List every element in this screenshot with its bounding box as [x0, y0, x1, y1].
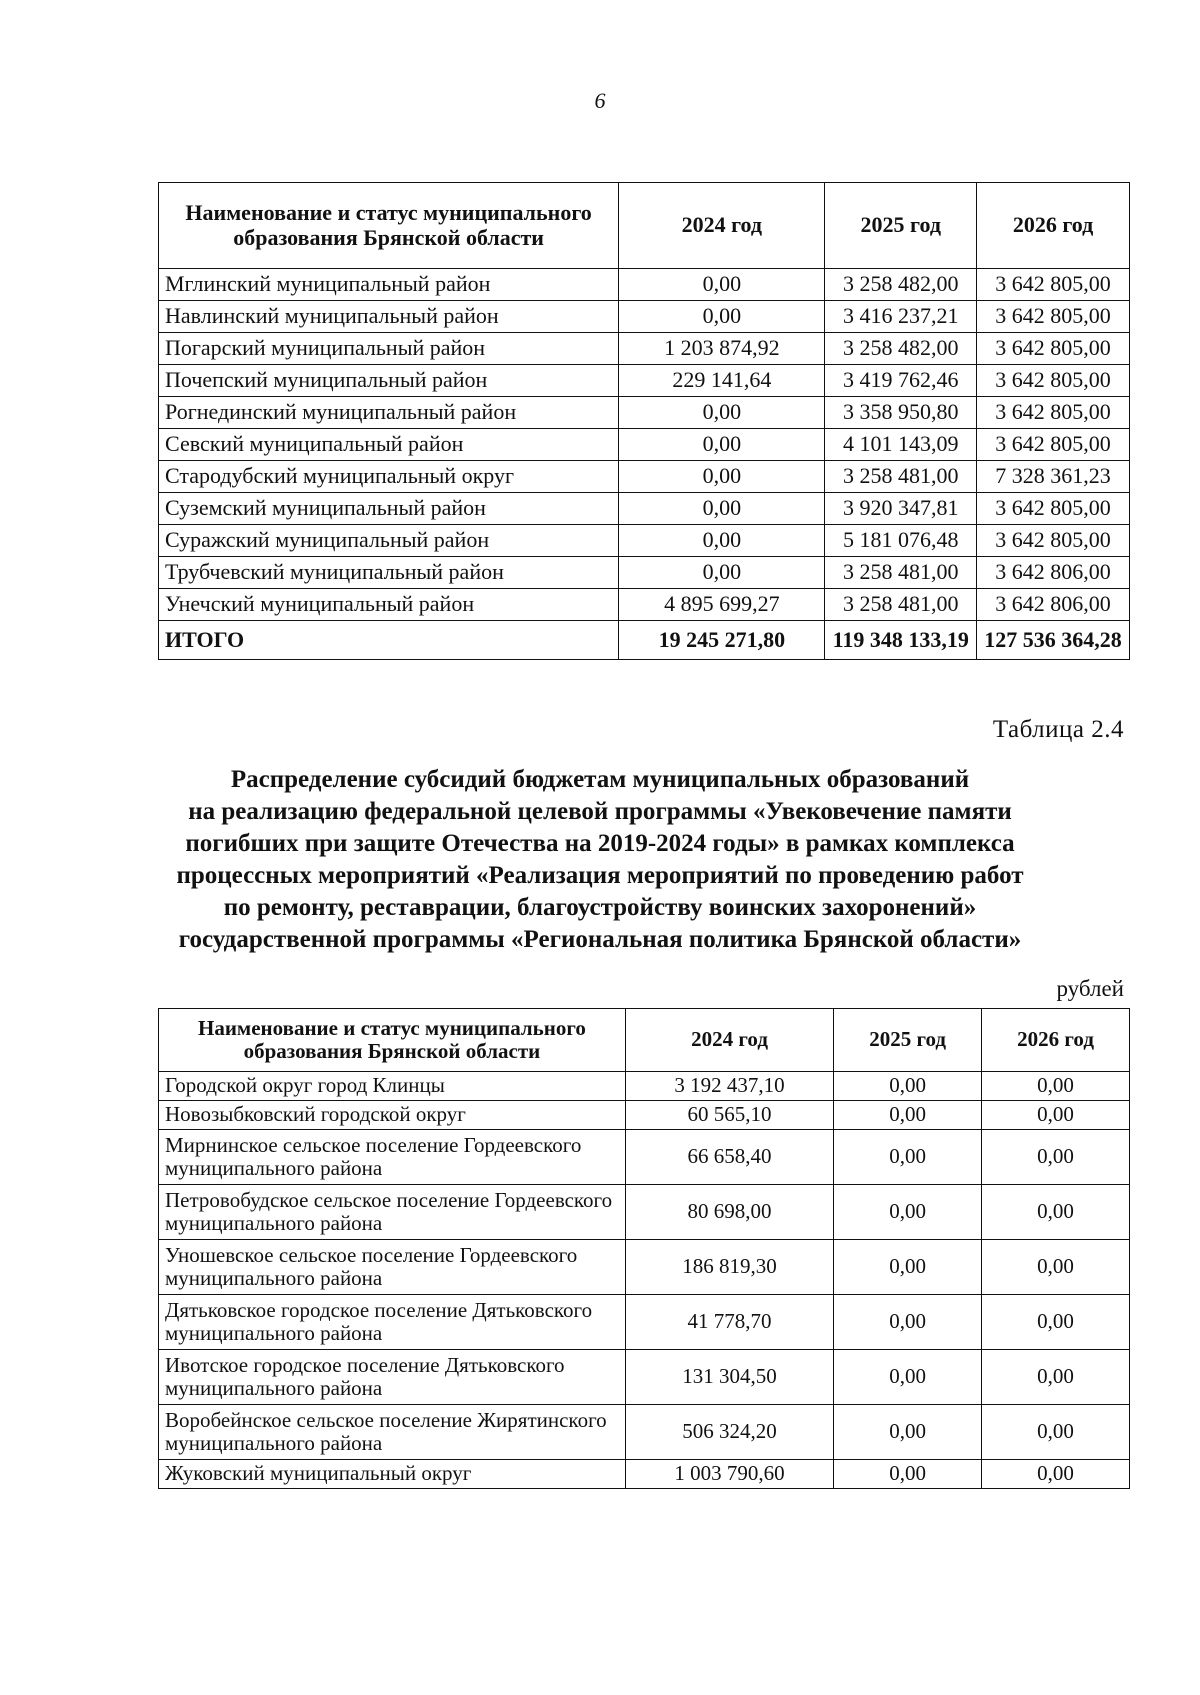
cell-2024: 229 141,64: [619, 365, 825, 397]
cell-2025: 3 258 481,00: [825, 557, 977, 589]
cell-2025: 0,00: [834, 1185, 982, 1240]
cell-2025: 3 416 237,21: [825, 301, 977, 333]
table-row: [159, 1240, 1130, 1295]
cell-2024: 80 698,00: [625, 1185, 833, 1240]
table-title: [120, 764, 1080, 956]
table-row: [159, 1130, 1130, 1185]
table-row: [159, 269, 1130, 301]
units-label: рублей: [1056, 976, 1124, 1001]
cell-2025: 0,00: [834, 1350, 982, 1405]
cell-2026: 127 536 364,28: [977, 621, 1130, 660]
cell-name: Унечский муниципальный район: [159, 589, 619, 621]
header-2025: 2025 год: [825, 183, 977, 269]
cell-2026: 3 642 805,00: [977, 429, 1130, 461]
cell-name: Городской округ город Клинцы: [159, 1072, 626, 1101]
cell-2026: 3 642 805,00: [977, 365, 1130, 397]
cell-2024: 0,00: [619, 525, 825, 557]
title-line: государственной программы «Региональная политика Брянской области»: [178, 926, 1022, 953]
cell-name: Ивотское городское поселение Дятьковского муниципального района: [159, 1350, 626, 1405]
cell-2025: 3 358 950,80: [825, 397, 977, 429]
table-memorial-subsidies: [158, 1008, 1130, 1489]
cell-2026: 0,00: [982, 1101, 1130, 1130]
table-row: [159, 365, 1130, 397]
cell-2024: 0,00: [619, 397, 825, 429]
cell-2024: 60 565,10: [625, 1101, 833, 1130]
cell-2025: 0,00: [834, 1295, 982, 1350]
cell-2025: 0,00: [834, 1405, 982, 1460]
cell-2025: 0,00: [834, 1101, 982, 1130]
cell-2026: 7 328 361,23: [977, 461, 1130, 493]
cell-2025: 0,00: [834, 1072, 982, 1101]
cell-name: Погарский муниципальный район: [159, 333, 619, 365]
cell-name: Рогнединский муниципальный район: [159, 397, 619, 429]
table-row: [159, 1101, 1130, 1130]
table-row: [159, 525, 1130, 557]
title-line: погибших при защите Отечества на 2019-2024 годы» в рамках комплекса: [185, 830, 1015, 857]
table-row: [159, 589, 1130, 621]
title-line: на реализацию федеральной целевой программы «Увековечение памяти: [188, 798, 1012, 825]
cell-2025: 3 258 482,00: [825, 269, 977, 301]
cell-2026: 0,00: [982, 1295, 1130, 1350]
table-row: [159, 397, 1130, 429]
cell-2025: 3 258 482,00: [825, 333, 977, 365]
cell-name: ИТОГО: [159, 621, 619, 660]
cell-name: Почепский муниципальный район: [159, 365, 619, 397]
cell-name: Суражский муниципальный район: [159, 525, 619, 557]
cell-name: Дятьковское городское поселение Дятьковского муниципального района: [159, 1295, 626, 1350]
cell-2026: 3 642 806,00: [977, 557, 1130, 589]
cell-2026: 0,00: [982, 1072, 1130, 1101]
table-row: [159, 493, 1130, 525]
cell-name: Мглинский муниципальный район: [159, 269, 619, 301]
table-row: [159, 429, 1130, 461]
header-2024: 2024 год: [625, 1009, 833, 1072]
cell-2026: 3 642 805,00: [977, 333, 1130, 365]
page-number: 6: [594, 88, 606, 113]
cell-name: Навлинский муниципальный район: [159, 301, 619, 333]
cell-2025: 3 258 481,00: [825, 461, 977, 493]
cell-2024: 19 245 271,80: [619, 621, 825, 660]
cell-2025: 119 348 133,19: [825, 621, 977, 660]
table-row: [159, 1405, 1130, 1460]
table-row: [159, 461, 1130, 493]
cell-2024: 66 658,40: [625, 1130, 833, 1185]
cell-2025: 0,00: [834, 1130, 982, 1185]
cell-2024: 0,00: [619, 269, 825, 301]
table-label: Таблица 2.4: [992, 716, 1124, 743]
cell-2025: 4 101 143,09: [825, 429, 977, 461]
cell-2024: 0,00: [619, 493, 825, 525]
cell-2024: 0,00: [619, 429, 825, 461]
cell-name: Севский муниципальный район: [159, 429, 619, 461]
cell-2024: 131 304,50: [625, 1350, 833, 1405]
cell-name: Жуковский муниципальный округ: [159, 1460, 626, 1489]
table-row: [159, 1185, 1130, 1240]
cell-2024: 41 778,70: [625, 1295, 833, 1350]
cell-2026: 0,00: [982, 1460, 1130, 1489]
cell-2025: 5 181 076,48: [825, 525, 977, 557]
table-header-row: [159, 1009, 1130, 1072]
table-row: [159, 301, 1130, 333]
cell-name: Мирнинское сельское поселение Гордеевского муниципального района: [159, 1130, 626, 1185]
table-row: [159, 1295, 1130, 1350]
cell-2024: 3 192 437,10: [625, 1072, 833, 1101]
cell-2026: 0,00: [982, 1185, 1130, 1240]
table-header-row: [159, 183, 1130, 269]
cell-2026: 3 642 805,00: [977, 525, 1130, 557]
cell-2025: 3 258 481,00: [825, 589, 977, 621]
cell-name: Стародубский муниципальный округ: [159, 461, 619, 493]
table-subsidies-continued: [158, 182, 1130, 660]
cell-2026: 0,00: [982, 1240, 1130, 1295]
title-line: процессных мероприятий «Реализация мероприятий по проведению работ: [176, 862, 1024, 889]
cell-2026: 3 642 805,00: [977, 301, 1130, 333]
cell-2026: 0,00: [982, 1130, 1130, 1185]
header-2026: 2026 год: [982, 1009, 1130, 1072]
cell-2024: 0,00: [619, 557, 825, 589]
cell-2026: 3 642 806,00: [977, 589, 1130, 621]
title-line: по ремонту, реставрации, благоустройству воинских захоронений»: [223, 894, 977, 921]
cell-name: Трубчевский муниципальный район: [159, 557, 619, 589]
header-2026: 2026 год: [977, 183, 1130, 269]
cell-2026: 0,00: [982, 1350, 1130, 1405]
table-row: [159, 333, 1130, 365]
cell-2024: 506 324,20: [625, 1405, 833, 1460]
cell-2024: 1 003 790,60: [625, 1460, 833, 1489]
table-row: [159, 557, 1130, 589]
cell-name: Суземский муниципальный район: [159, 493, 619, 525]
cell-2025: 3 419 762,46: [825, 365, 977, 397]
cell-2025: 0,00: [834, 1240, 982, 1295]
cell-name: Уношевское сельское поселение Гордеевского муниципального района: [159, 1240, 626, 1295]
cell-2024: 0,00: [619, 301, 825, 333]
cell-2025: 3 920 347,81: [825, 493, 977, 525]
title-line: Распределение субсидий бюджетам муниципальных образований: [230, 766, 970, 793]
cell-2026: 3 642 805,00: [977, 269, 1130, 301]
total-row: [159, 621, 1130, 660]
cell-name: Воробейнское сельское поселение Жирятинского муниципального района: [159, 1405, 626, 1460]
cell-2024: 186 819,30: [625, 1240, 833, 1295]
header-2025: 2025 год: [834, 1009, 982, 1072]
table-row: [159, 1460, 1130, 1489]
cell-2024: 4 895 699,27: [619, 589, 825, 621]
cell-2025: 0,00: [834, 1460, 982, 1489]
table-row: [159, 1350, 1130, 1405]
header-name: Наименование и статус муниципального образования Брянской области: [159, 1009, 626, 1072]
cell-2026: 3 642 805,00: [977, 397, 1130, 429]
cell-2024: 0,00: [619, 461, 825, 493]
cell-name: Петровобудское сельское поселение Гордеевского муниципального района: [159, 1185, 626, 1240]
cell-2024: 1 203 874,92: [619, 333, 825, 365]
cell-2026: 3 642 805,00: [977, 493, 1130, 525]
cell-name: Новозыбковский городской округ: [159, 1101, 626, 1130]
header-name: Наименование и статус муниципального образования Брянской области: [159, 183, 619, 269]
cell-2026: 0,00: [982, 1405, 1130, 1460]
table-row: [159, 1072, 1130, 1101]
header-2024: 2024 год: [619, 183, 825, 269]
